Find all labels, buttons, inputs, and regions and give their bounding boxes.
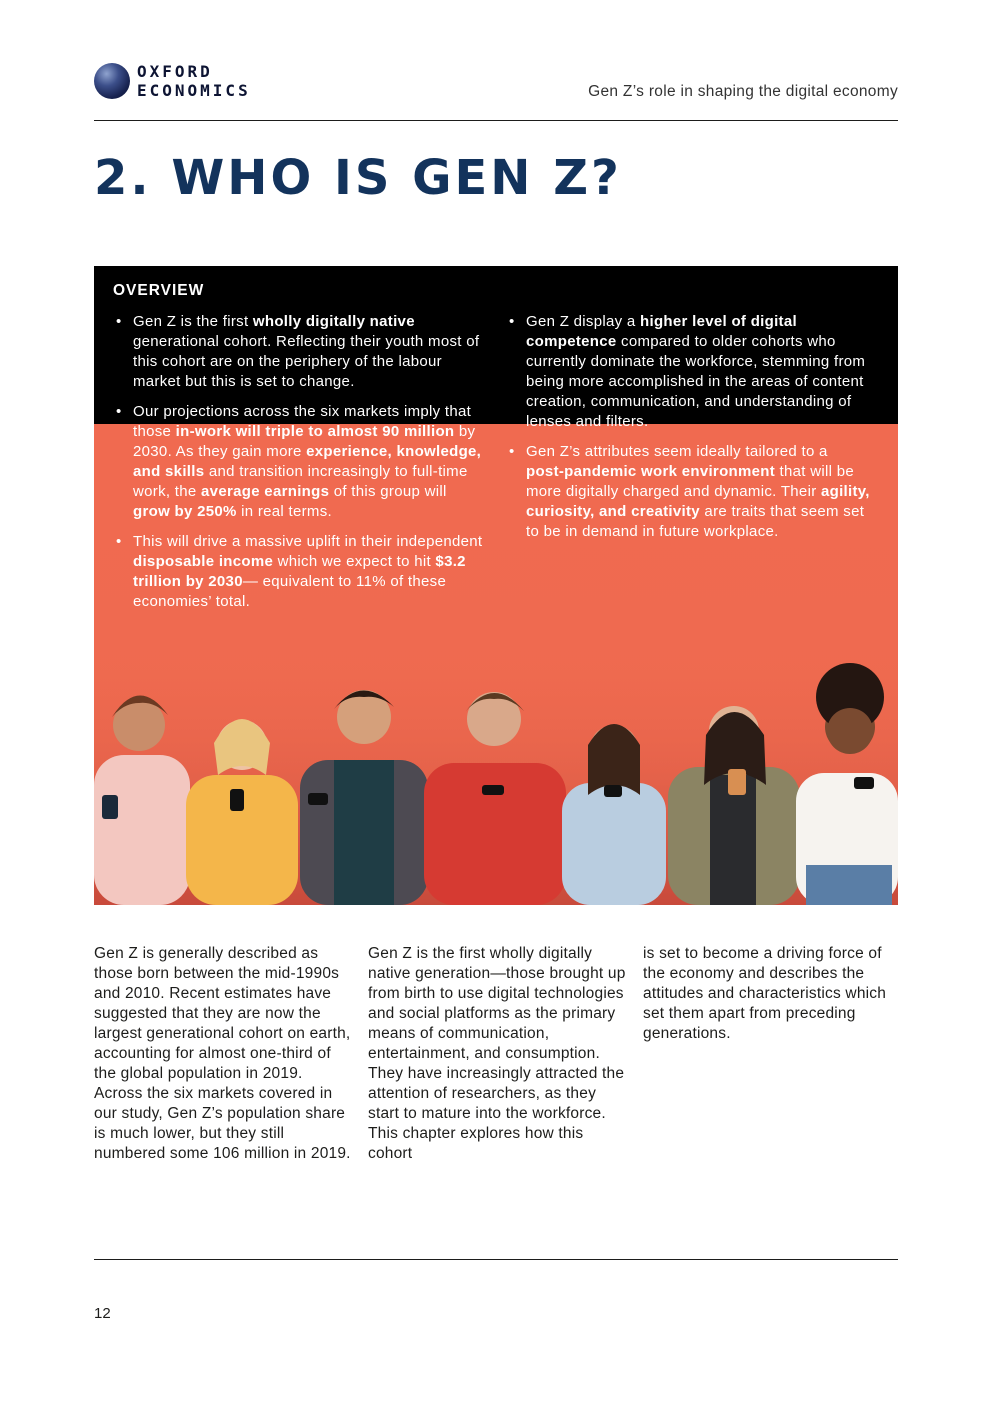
bullet-text: — equivalent to 11% of these economies’ total. — [133, 573, 447, 610]
overview-right-column — [506, 312, 870, 552]
overview-right-bullets — [506, 312, 870, 542]
page-title: 2. WHO IS GEN Z? — [94, 150, 622, 206]
oxford-economics-logo — [94, 62, 251, 100]
bullet-highlight: grow by 250% — [133, 503, 237, 520]
overview-panel — [94, 266, 898, 905]
overview-left-column — [113, 312, 488, 622]
bullet-text: Gen Z display a — [526, 313, 641, 330]
body-column-3: is set to become a driving force of the economy and describes the attitudes and characteristics which set them apart from preceding generations. — [643, 945, 887, 1042]
bullet-highlight: in-work will triple to almost 90 million — [175, 423, 455, 440]
bullet-highlight: average earnings — [201, 483, 330, 500]
logo-wordmark — [137, 62, 251, 100]
bullet-text: and transition increasingly to full-time work, the — [133, 463, 468, 500]
bullet-text: compared to older cohorts who currently dominate the workforce, stemming from being more accomplished in the areas of content creation, communication, and understanding of lenses and filters. — [526, 333, 866, 430]
overview-heading: OVERVIEW — [113, 282, 205, 299]
overview-bullet — [113, 312, 488, 392]
logo-line-2: ECONOMICS — [137, 81, 251, 100]
bullet-text: by 2030. As they gain more — [133, 423, 476, 460]
footer-divider — [94, 1259, 898, 1260]
bullet-highlight: experience, knowledge, and skills — [133, 443, 482, 480]
bullet-highlight: agility, curiosity, and creativity — [526, 483, 870, 520]
bullet-text: Gen Z’s attributes seem ideally tailored to a — [526, 443, 828, 460]
bullet-text: Gen Z is the first — [133, 313, 253, 330]
bullet-text: generational cohort. Reflecting their youth most of this cohort are on the periphery of the labour market but this is set to change. — [133, 333, 480, 390]
bullet-highlight: disposable income — [133, 553, 274, 570]
bullet-text: in real terms. — [236, 503, 332, 520]
bullet-text: of this group will — [329, 483, 447, 500]
bullet-highlight: post-pandemic work environment — [526, 463, 776, 480]
bullet-highlight: wholly digitally native — [252, 313, 415, 330]
bullet-highlight: $3.2 trillion by 2030 — [133, 553, 466, 590]
running-header-title: Gen Z’s role in shaping the digital economy — [588, 83, 898, 100]
bullet-text: are traits that seem set to be in demand in future workplace. — [526, 503, 865, 540]
logo-line-1: OXFORD — [137, 62, 213, 81]
page-number: 12 — [94, 1305, 111, 1322]
overview-bullet — [113, 402, 488, 522]
bullet-highlight: higher level of digital competence — [526, 313, 797, 350]
globe-logo-icon — [94, 63, 130, 99]
body-column-1: Gen Z is generally described as those born between the mid-1990s and 2010. Recent estimates have suggested that they are now the largest generational cohort on earth, accounting for almost one-third of the global population in 2019. Across the six markets covered in our study, Gen Z’s population share is much lower, but they still numbered some 106 million in 2019. — [94, 945, 351, 1162]
bullet-text: that will be more digitally charged and dynamic. Their — [526, 463, 854, 500]
header-divider — [94, 120, 898, 121]
gen-z-group-photo — [94, 645, 898, 905]
overview-bullet — [506, 442, 870, 542]
overview-left-bullets — [113, 312, 488, 612]
body-column-2: Gen Z is the first wholly digitally native generation—those brought up from birth to use digital technologies and social platforms as the primary means of communication, entertainment, and consumption. They have increasingly attracted the attention of researchers, as they start to mature into the workforce. This chapter explores how this cohort — [368, 945, 626, 1162]
bullet-text: which we expect to hit — [273, 553, 436, 570]
overview-bullet — [506, 312, 870, 432]
overview-bullet — [113, 532, 488, 612]
bullet-text: Our projections across the six markets imply that those — [133, 403, 472, 440]
bullet-text: This will drive a massive uplift in their independent — [133, 533, 483, 550]
